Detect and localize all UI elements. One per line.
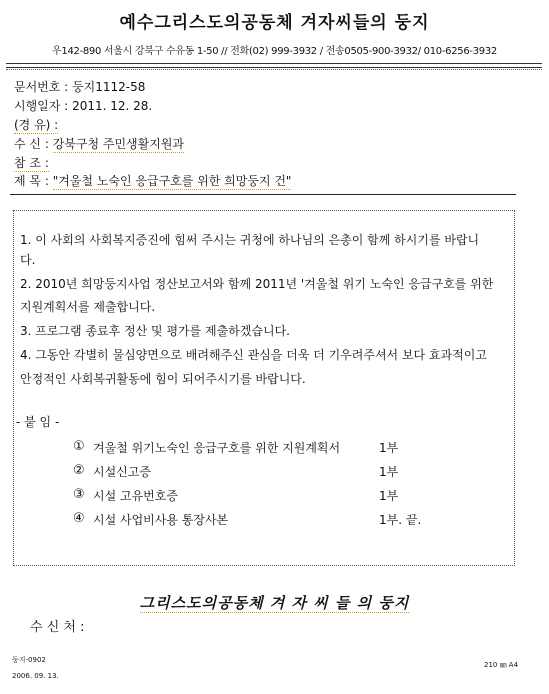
paragraph-4: 4. 그동안 각별히 물심양면으로 배려해주신 관심을 더욱 더 기우려주셔서 보다 효과적이고 (20, 348, 487, 362)
paragraph-2-cont: 지원계획서를 제출합니다. (20, 300, 156, 314)
date-value: 2011. 12. 28. (72, 99, 153, 113)
attachment-3-number: ③ (73, 487, 85, 502)
form-code: 둥지-0902 (12, 656, 46, 664)
attachment-4-number: ④ (73, 511, 85, 526)
attachment-1-qty: 1부 (379, 441, 399, 455)
receiver-label: 수 신 처 : (30, 620, 85, 635)
subject-row (14, 172, 291, 190)
attachment-2-qty: 1부 (379, 465, 399, 479)
letterhead-title: 예수그리스도의공동체 겨자씨들의 둥지 (119, 13, 430, 33)
meta-divider (10, 194, 516, 195)
attachment-4-qty: 1부. 끝. (379, 513, 422, 527)
recipient-row (14, 135, 184, 153)
paragraph-3: 3. 프로그램 종료후 정산 및 평가를 제출하겠습니다. (20, 324, 290, 338)
doc-number-value: 둥지1112-58 (72, 80, 146, 94)
attachment-2-text: 시설신고증 (93, 465, 151, 479)
date-label: 시행일자 : (14, 99, 69, 113)
attachment-1-number: ① (73, 439, 85, 454)
paragraph-1: 1. 이 사회의 사회복지증진에 힘써 주시는 귀청에 하나님의 은총이 함께 하시기를 바랍니 (20, 233, 480, 247)
body-box (13, 210, 515, 566)
form-date: 2006. 09. 13. (12, 672, 59, 680)
paragraph-1-cont: 다. (20, 253, 36, 267)
via-label: (경 유) : (14, 118, 59, 132)
attachment-1-text: 겨울철 위기노숙인 응급구호를 위한 지원계획서 (93, 441, 341, 455)
paragraph-2: 2. 2010년 희망둥지사업 정산보고서와 함께 2011년 '겨울철 위기 노숙인 응급구호를 위한 (20, 277, 494, 291)
date-row (14, 97, 152, 114)
footer-organization (0, 592, 549, 613)
attachments-label: - 붙 임 - (16, 415, 60, 429)
attachment-3-text: 시설 고유번호증 (93, 489, 178, 503)
reference-row (14, 154, 49, 172)
via-row (14, 116, 58, 134)
recipient-label: 수 신 : (14, 137, 49, 151)
reference-label: 참 조 : (14, 156, 49, 170)
paragraph-4-cont: 안정적인 사회복귀활동에 힘이 되어주시기를 바랍니다. (20, 372, 306, 386)
subject-label: 제 목 : (14, 174, 49, 188)
header-dotted-rule (6, 69, 542, 70)
footer-organization-text: 그리스도의공동체 겨 자 씨 들 의 둥지 (139, 594, 410, 612)
header-double-rule (6, 63, 542, 68)
attachment-2-number: ② (73, 463, 85, 478)
letterhead-address: 우142-890 서울시 강북구 수유동 1-50 // 전화(02) 999-3932 / 전송0505-900-3932/ 010-6256-3932 (52, 46, 497, 57)
doc-number-label: 문서번호 : (14, 80, 69, 94)
recipient-value: 강북구청 주민생활지원과 (52, 137, 185, 151)
attachment-4-text: 시설 사업비사용 통장사본 (93, 513, 229, 527)
doc-number-row (14, 78, 145, 95)
paper-size: 210 ㎜ A4 (484, 661, 519, 669)
subject-value: "겨울철 노숙인 응급구호를 위한 희망둥지 건" (52, 174, 292, 188)
attachment-3-qty: 1부 (379, 489, 399, 503)
